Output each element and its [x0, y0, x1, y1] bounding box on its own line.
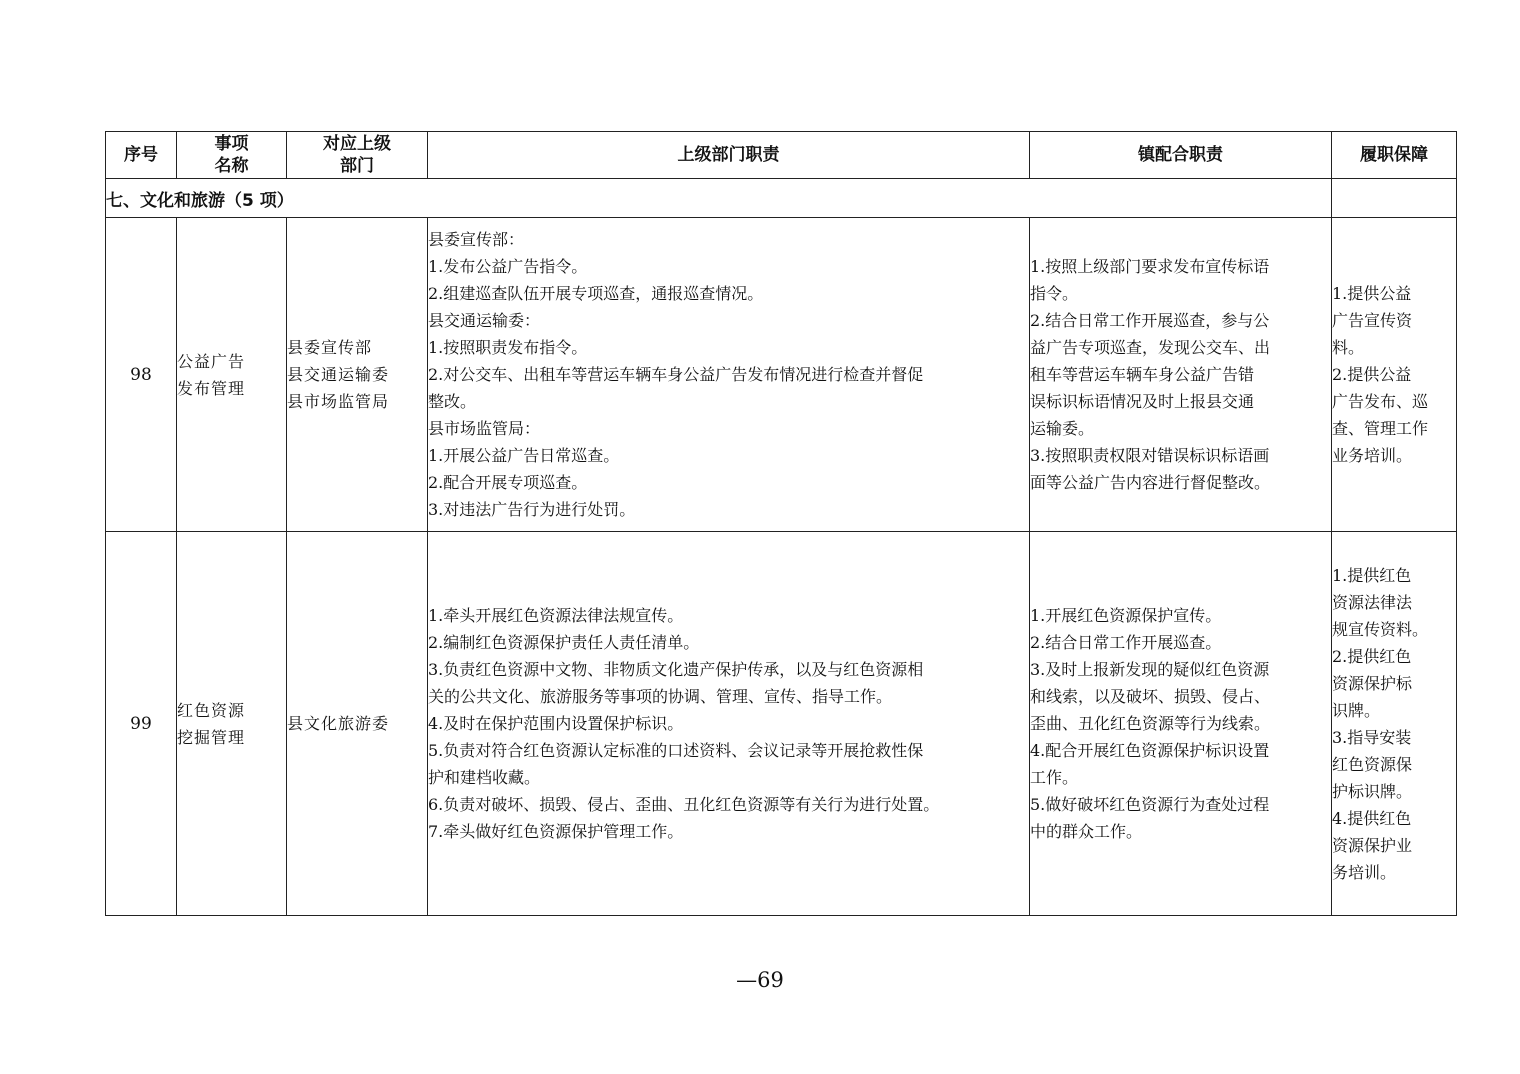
row-number: 98 — [106, 218, 177, 532]
section-title: 七、文化和旅游（5 项） — [106, 179, 1332, 218]
header-dept: 对应上级 部门 — [287, 132, 428, 179]
duty-table — [105, 131, 1457, 916]
row-number: 99 — [106, 532, 177, 916]
table-row — [106, 532, 1457, 916]
dept-list: 县委宣传部 县交通运输委 县市场监管局 — [287, 218, 428, 532]
upper-duty-cell: 县委宣传部： 1.发布公益广告指令。 2.组建巡查队伍开展专项巡查，通报巡查情况。 县交通运输委： 1.按照职责发布指令。 2.对公交车、出租车等营运车辆车身公益广告发布情况进行检查并督促 整改。 县市场监管局： 1.开展公益广告日常巡查。 2.配合开展专项巡查。 3.对违法广告行为进行处罚。 — [428, 218, 1030, 532]
item-name: 公益广告 发布管理 — [177, 218, 287, 532]
header-town-duty: 镇配合职责 — [1030, 132, 1332, 179]
guarantee-cell: 1.提供红色 资源法律法 规宣传资料。 2.提供红色 资源保护标 识牌。 3.指导安装 红色资源保 护标识牌。 4.提供红色 资源保护业 务培训。 — [1332, 532, 1457, 916]
upper-duty-cell: 1.牵头开展红色资源法律法规宣传。 2.编制红色资源保护责任人责任清单。 3.负责红色资源中文物、非物质文化遗产保护传承，以及与红色资源相 关的公共文化、旅游服务等事项的协调、管理、宣传、指导工作。 4.及时在保护范围内设置保护标识。 5.负责对符合红色资源认定标准的口述资料、会议记录等开展抢救性保 护和建档收藏。 6.负责对破坏、损毁、侵占、歪曲、丑化红色资源等有关行为进行处置。 7.牵头做好红色资源保护管理工作。 — [428, 532, 1030, 916]
header-upper-duty: 上级部门职责 — [428, 132, 1030, 179]
header-row — [106, 132, 1457, 179]
town-duty-cell: 1.按照上级部门要求发布宣传标语 指令。 2.结合日常工作开展巡查，参与公 益广告专项巡查，发现公交车、出 租车等营运车辆车身公益广告错 误标识标语情况及时上报县交通 运输委。 3.按照职责权限对错误标识标语画 面等公益广告内容进行督促整改。 — [1030, 218, 1332, 532]
page-number: —69 — [736, 968, 784, 992]
header-seq: 序号 — [106, 132, 177, 179]
town-duty-cell: 1.开展红色资源保护宣传。 2.结合日常工作开展巡查。 3.及时上报新发现的疑似红色资源 和线索，以及破坏、损毁、侵占、 歪曲、丑化红色资源等行为线索。 4.配合开展红色资源保护标识设置 工作。 5.做好破坏红色资源行为查处过程 中的群众工作。 — [1030, 532, 1332, 916]
dept-list: 县文化旅游委 — [287, 532, 428, 916]
item-name: 红色资源 挖掘管理 — [177, 532, 287, 916]
table-row — [106, 218, 1457, 532]
guarantee-cell: 1.提供公益 广告宣传资 料。 2.提供公益 广告发布、巡 查、管理工作 业务培训。 — [1332, 218, 1457, 532]
section-row — [106, 179, 1457, 218]
section-empty-cell — [1332, 179, 1457, 218]
header-item-name: 事项 名称 — [177, 132, 287, 179]
header-guarantee: 履职保障 — [1332, 132, 1457, 179]
